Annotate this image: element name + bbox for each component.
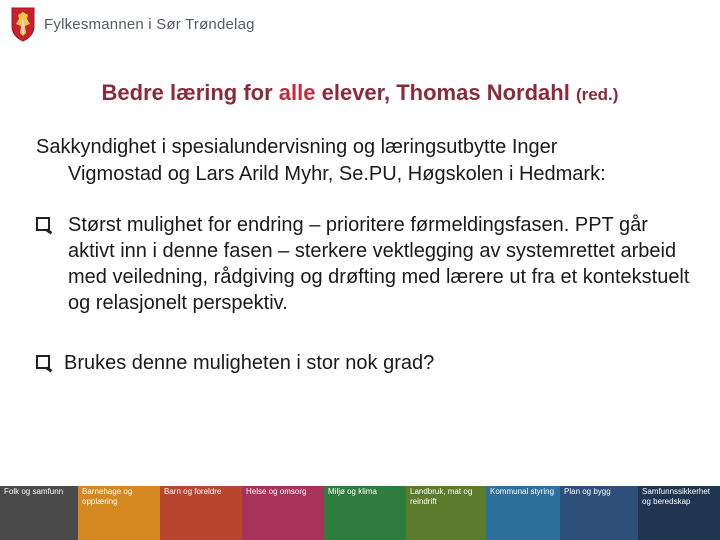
footer-tab-barn-og-foreldre[interactable] <box>160 486 242 540</box>
checkbox-bullet-icon <box>36 355 50 369</box>
checkbox-bullet-icon <box>36 217 50 231</box>
footer-tab-label: Folk og samfunn <box>4 487 64 496</box>
footer-tab-samfunnssikkerhet[interactable] <box>638 486 720 540</box>
footer-tab-helse-og-omsorg[interactable] <box>242 486 324 540</box>
org-name: Fylkesmannen i Sør Trøndelag <box>44 15 255 33</box>
footer-tab-label: Samfunnssikkerhet og beredskap <box>642 487 711 506</box>
title-red: (red.) <box>575 85 619 104</box>
footer-tab-label: Kommunal styring <box>490 487 555 496</box>
footer-tab-label: Barnehage og opplæring <box>82 487 133 506</box>
title-alle: alle <box>278 80 316 105</box>
slide-title <box>0 80 720 106</box>
title-part1: Bedre læring for <box>101 80 279 105</box>
coat-of-arms-icon <box>10 6 36 42</box>
bullet-text: Størst mulighet for endring – prioritere førmeldingsfasen. PPT går aktivt inn i denne fasen – sterkere vektlegging av systemrettet arbeid med veiledning, rådgiving og drøfting med lærere ut fra et kontekstuelt og relasjonelt perspektiv. <box>68 214 690 314</box>
bullet-item <box>36 350 696 376</box>
footer-tab-label: Barn og foreldre <box>164 487 222 496</box>
footer-tab-barnehage-og-opplaering[interactable] <box>78 486 160 540</box>
footer-tab-folk-og-samfunn[interactable] <box>0 486 78 540</box>
footer-tab-label: Helse og omsorg <box>246 487 307 496</box>
bullet-text: Brukes denne muligheten i stor nok grad? <box>64 352 435 374</box>
header-logo <box>10 4 255 44</box>
bullet-item <box>36 212 696 316</box>
footer-tab-landbruk[interactable] <box>406 486 486 540</box>
intro-line2: Vigmostad og Lars Arild Myhr, Se.PU, Høgskolen i Hedmark: <box>68 163 606 185</box>
footer-tab-miljo-og-klima[interactable] <box>324 486 406 540</box>
footer-tab-label: Plan og bygg <box>564 487 611 496</box>
footer-tab-plan-og-bygg[interactable] <box>560 486 638 540</box>
footer-tab-label: Landbruk, mat og reindrift <box>410 487 473 506</box>
footer-tab-kommunal-styring[interactable] <box>486 486 560 540</box>
title-part2: elever, Thomas Nordahl <box>315 80 576 105</box>
footer-tabs <box>0 486 720 540</box>
footer-tab-label: Miljø og klima <box>328 487 377 496</box>
intro-line1: Sakkyndighet i spesialundervisning og læringsutbytte Inger <box>36 136 558 158</box>
intro-text <box>36 134 676 188</box>
